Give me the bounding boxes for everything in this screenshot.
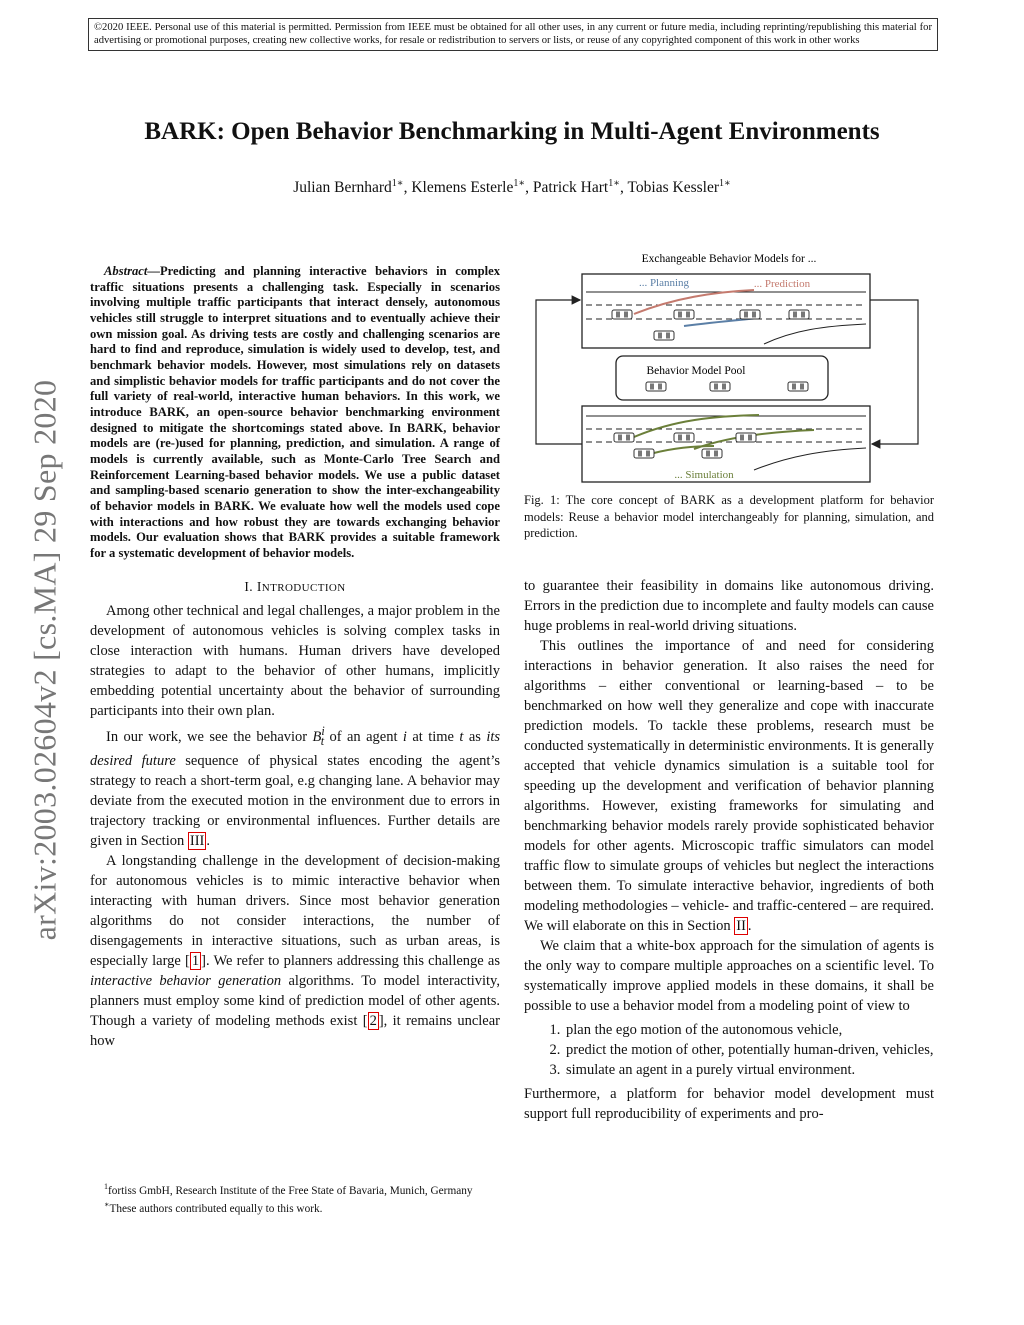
section-ref-link[interactable]: III xyxy=(189,833,205,850)
figure-diagram xyxy=(524,248,934,488)
simulation-label: ... Simulation xyxy=(674,469,734,481)
abstract-text: Predicting and planning interactive behaviors in complex traffic situations presents a challenging task. Especially in scenarios involving multiple traffic participants that interact densely, autonomous vehicles still struggle to interpret situations and to eventually achieve their own mission goal. As driving tests are costly and challenging scenarios are hard to find and reproduce, simulation is widely used to develop, test, and benchmark behavior models. However, most simulations rely on datasets and simplistic behavior models for traffic participants and do not cover the full variety of real-world, interactive human behaviors. In this work, we introduce BARK, an open-source behavior benchmarking environment designed to mitigate the shortcomings stated above. In BARK, behavior models are (re-)used for planning, prediction, and simulation. A range of models is currently available, such as Monte-Carlo Tree Search and Reinforcement Learning-based behavior models. We use a public dataset and sampling-based scenario generation to show the inter-exchangeability of behavior models in BARK. We evaluate how well the models used cope with interactions and how robust they are towards exchanging behavior models. Our evaluation shows that BARK provides a suitable framework for a systematic development of behavior models. xyxy=(90,264,500,560)
left-column xyxy=(90,264,500,1051)
planning-label: ... Planning xyxy=(638,277,690,289)
car-icon xyxy=(634,449,654,458)
text-span: A longstanding challenge in the development of decision-making for autonomous vehicles is to mimic interactive behavior when interacting with human drivers. Since most behavior generation algorithms do not consider interactions, the number of disengagements in interactive situations, such as urban areas, is especially large xyxy=(90,853,500,970)
section-ref-link[interactable]: II xyxy=(736,918,746,934)
prediction-label: ... Prediction xyxy=(753,278,811,290)
text-span: In our work, we see the behavior xyxy=(106,729,308,746)
intro-paragraph-3: A longstanding challenge in the development of decision-making for autonomous vehicles is to mimic interactive behavior when interacting with human drivers. Since most behavior generation algorithms do not consider interactions, the number of disengagements in interactive situations, such as urban areas, is especially large [ 1 ]. We refer to planners addressing this challenge as interactive behavior generation algorithms. To model interactivity, planners must employ some kind of prediction model of other agents. Though a variety of modeling methods exist [ 2 ], it remains unclear how xyxy=(90,853,500,1050)
car-icon xyxy=(788,382,808,391)
footnote-text: fortiss GmbH, Research Institute of the Free State of Bavaria, Munich, Germany xyxy=(108,1184,473,1197)
footnote-equal-contribution xyxy=(90,1198,500,1216)
text-span: of an agent xyxy=(329,729,398,746)
loop-arrow-right xyxy=(870,300,918,444)
author-name: Julian Bernhard xyxy=(293,179,392,197)
car-icon xyxy=(789,310,809,319)
author-mark: 1∗ xyxy=(513,178,526,189)
copyright-notice xyxy=(88,18,938,51)
car-icon xyxy=(674,310,694,319)
text-span: at time xyxy=(412,729,454,746)
text-span: sequence of physical states encoding the agent’s strategy to reach a short-term goal, e.g changing lane. A behavior may deviate from the executed motion in the environment due to errors in trajectory tracking or environmental influences. Further details are given in Section xyxy=(90,753,501,850)
intro-paragraph-1: Among other technical and legal challenges, a major problem in the development of autonomous vehicles is solving complex tasks in close interaction with humans. Human drivers have developed strategies to adapt to the behavior of other humans, implicitly embedding potential uncertainty about the behavior of surrounding participants into their own plan. xyxy=(90,603,500,720)
math-sup: i xyxy=(321,724,325,739)
car-icon xyxy=(702,449,722,458)
list-item: 2. predict the motion of other, potentially human-driven, vehicles, xyxy=(564,1040,934,1060)
author-name: Patrick Hart xyxy=(532,179,609,197)
section-heading-introduction xyxy=(90,579,500,595)
loop-arrow-left xyxy=(536,300,582,444)
right-column xyxy=(524,576,934,1124)
math-symbol-t: t xyxy=(459,729,464,746)
car-icon xyxy=(614,433,634,442)
author-mark: 1∗ xyxy=(608,178,621,189)
car-icon xyxy=(654,331,674,340)
author-mark: 1∗ xyxy=(391,178,404,189)
copyright-text: ©2020 IEEE. Personal use of this material is permitted. Permission from IEEE must be obtained for all other uses, in any current or future media, including reprinting/republishing this material for advertising or promotional purposes, creating new collective works, for resale or redistribution to servers or lists, or reuse of any copyrighted component of this work in other works xyxy=(94,22,932,47)
emphasis: interactive behavior generation xyxy=(90,973,282,990)
figure-caption: Fig. 1: The core concept of BARK as a development platform for behavior models: Reuse a behavior model interchangeably for planning, simulation, and prediction. xyxy=(524,493,934,540)
figure-1 xyxy=(524,248,934,488)
citation-link[interactable]: 1 xyxy=(191,953,200,970)
car-icon xyxy=(646,382,666,391)
footnote-affiliation xyxy=(90,1180,500,1198)
abstract xyxy=(90,264,500,561)
text-span: as xyxy=(468,729,481,746)
abstract-label: Abstract— xyxy=(104,264,160,278)
section-number: I. xyxy=(244,579,254,595)
arxiv-id: arXiv:2003.02604v2 [cs.MA] 29 Sep 2020 xyxy=(26,379,63,941)
citation-link[interactable]: 2 xyxy=(369,1013,377,1030)
math-sub: t xyxy=(320,734,325,749)
text-span: , it remains unclear how xyxy=(90,1013,500,1050)
figure-header: Exchangeable Behavior Models for ... xyxy=(641,253,817,265)
text-span: . We refer to planners addressing this challenge as xyxy=(205,953,500,970)
car-icon xyxy=(674,433,694,442)
author-name: Klemens Esterle xyxy=(411,179,514,197)
text-span: This outlines the importance of and need for considering interactions in behavior generation. It also raises the need for algorithms – either conventional or learning-based – to be benchmarked on how well they generalize and cope with inaccurate prediction models. To tackle these problems, research must be conducted systematically in deterministic environments. It is generally accepted that vehicle dynamics simulation is a suitable tool for speeding up the development and verification of behavior planning algorithms. However, existing frameworks for simulating and benchmarking behavior models rarely provide sophisticated behavior models for other agents. Microscopic traffic simulators can model traffic flow to simulate groups of vehicles but neglect the interactions between them. To simulate interactive behavior, ingredients of both modeling methodologies – vehicle- and traffic-centered – are required. We will elaborate on this in Section xyxy=(524,638,934,934)
author-mark: 1∗ xyxy=(718,178,731,189)
footnote-mark: ∗ xyxy=(104,1200,110,1210)
paper-title: BARK: Open Behavior Benchmarking in Multi-Agent Environments xyxy=(144,118,880,145)
right-paragraph-1: to guarantee their feasibility in domains like autonomous driving. Errors in the prediction due to incomplete and faulty models can cause huge problems in real-world driving situations. xyxy=(524,578,934,634)
right-paragraph-2: This outlines the importance of and need for considering interactions in behavior generation. It also raises the need for algorithms – either conventional or learning-based – to be benchmarked on how well they generalize and cope with inaccurate prediction models. To tackle these problems, research must be conducted systematically in deterministic environments. It is generally accepted that vehicle dynamics simulation is a suitable tool for speeding up the development and verification of behavior planning algorithms. However, existing frameworks for simulating and benchmarking behavior models rarely provide sophisticated behavior models for other agents. Microscopic traffic simulators can model traffic flow to simulate groups of vehicles but neglect the interactions between them. To simulate interactive behavior, ingredients of both modeling methodologies – vehicle- and traffic-centered – are required. We will elaborate on this in Section II . xyxy=(524,638,934,934)
section-title-rest: NTRODUCTION xyxy=(261,582,346,595)
right-paragraph-3: We claim that a white-box approach for the simulation of agents is the only way to compare multiple approaches on a scientific level. To systematically improve applied models in these domains, it shall be possible to use a behavior model from a modeling point of view to xyxy=(524,938,934,1014)
math-symbol-i: i xyxy=(402,729,407,746)
emphasis: its desired future xyxy=(90,729,501,770)
car-icon xyxy=(736,433,756,442)
right-paragraph-4: Furthermore, a platform for behavior model development must support full reproducibility of experiments and pro- xyxy=(524,1086,934,1122)
list-item: 1. plan the ego motion of the autonomous vehicle, xyxy=(564,1020,934,1040)
arxiv-sidebar xyxy=(25,340,65,980)
pool-label: Behavior Model Pool xyxy=(646,365,746,377)
capability-list xyxy=(524,1020,934,1080)
car-icon xyxy=(710,382,730,391)
author-name: Tobias Kessler xyxy=(627,179,719,197)
behavior-model-pool-box xyxy=(616,356,828,400)
list-item: 3. simulate an agent in a purely virtual environment. xyxy=(564,1060,934,1080)
footnote-text: These authors contributed equally to this work. xyxy=(109,1202,323,1215)
intro-paragraph-2: In our work, we see the behavior $B^i_t$ of an agent i at time t as its desired future sequence of physical states encoding the agent’s strategy to reach a short-term goal, e.g changing lane. A behavior may deviate from the executed motion in the environment due to errors in trajectory tracking or environmental influences. Further details are given in Section III . xyxy=(90,724,501,850)
section-title-first: I xyxy=(256,579,262,595)
text-span: algorithms. To model interactivity, planners must employ some kind of prediction model of other agents. Though a variety of modeling methods exist xyxy=(90,973,500,1030)
car-icon xyxy=(740,310,760,319)
math-symbol-b: B xyxy=(312,729,322,746)
author-list: Julian Bernhard$^{1∗}$, Klemens Esterle$^{1∗}$, Patrick Hart$^{1∗}$, Tobias Kessler$^{1∗}$ xyxy=(293,178,731,197)
car-icon xyxy=(612,310,632,319)
footnotes xyxy=(90,1180,500,1216)
footnote-mark: 1 xyxy=(104,1182,108,1191)
